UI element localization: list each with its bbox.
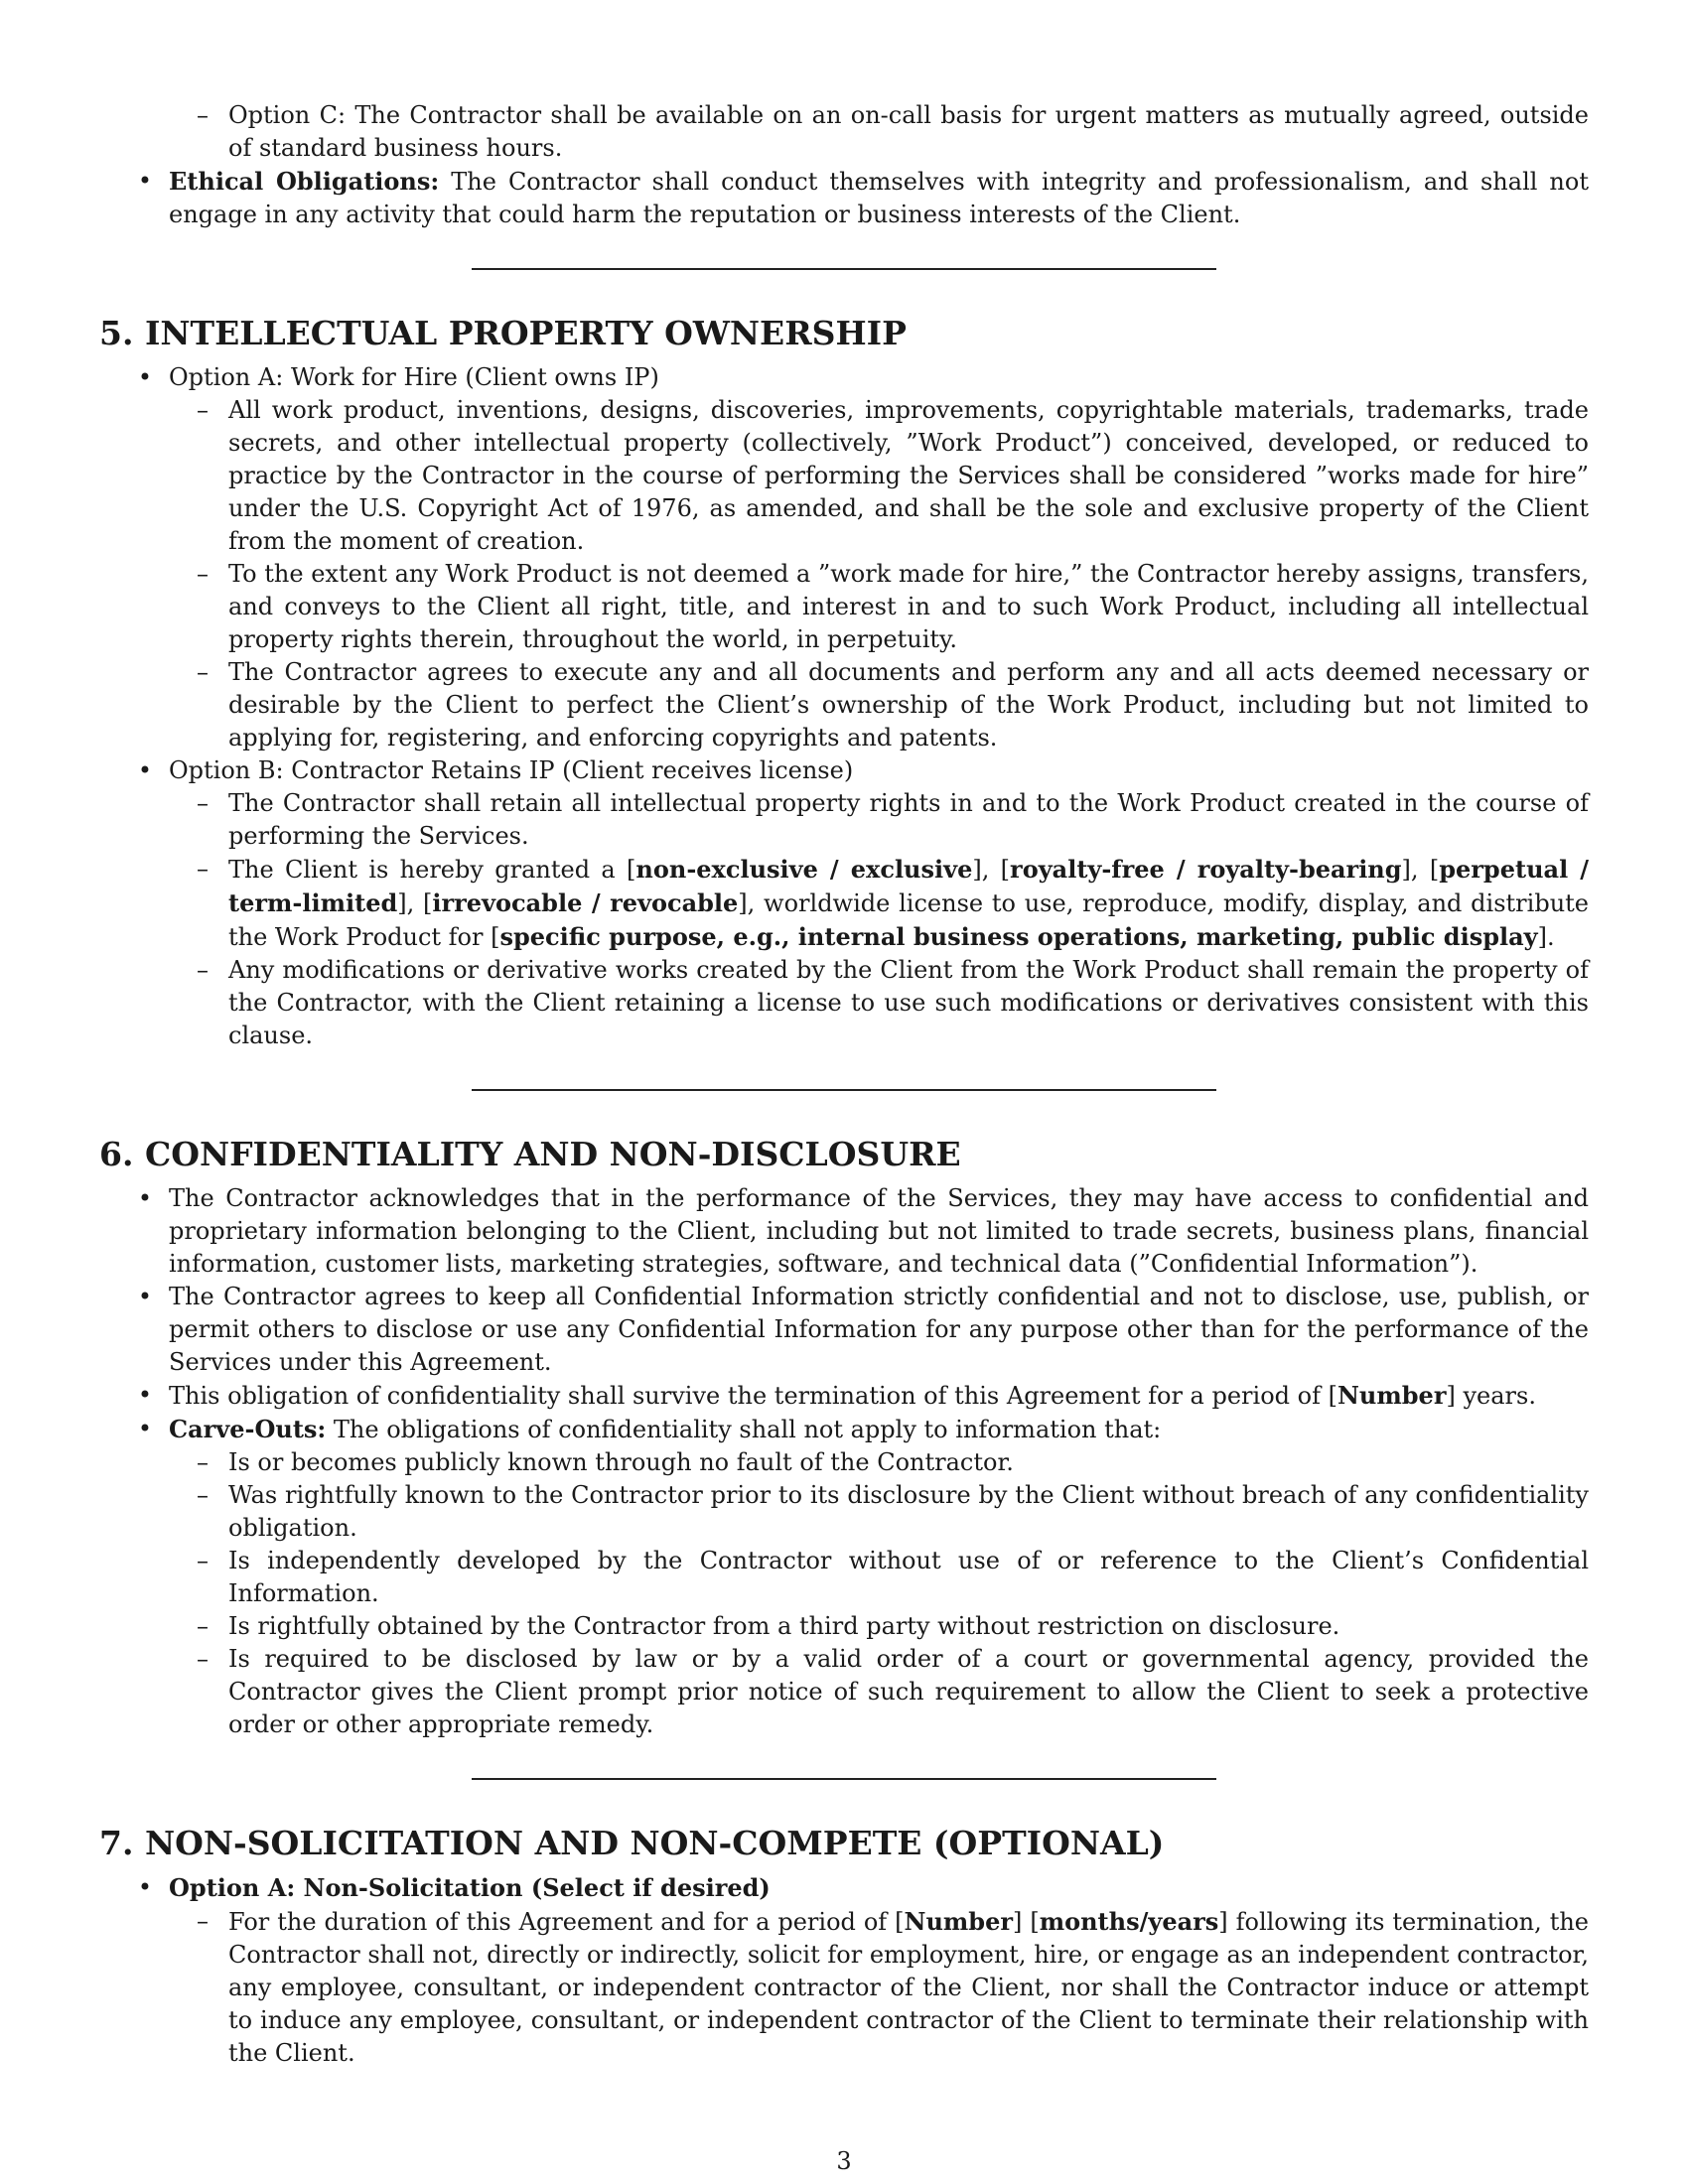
clause-text: ] following its termination, the Contractor shall not, directly or indirectly, solicit for employment, hire, or engage as an independent contractor, any employee, consultant, or independent contractor of the Client, nor shall the Contractor induce or attempt to induce any employee, consultant, or independent contractor of the Client to terminate their relationship with the Client. [228, 1908, 1589, 2067]
list-item [169, 1545, 1589, 1610]
clause-text: All work product, inventions, designs, discoveries, improvements, copyrightable materials, trademarks, trade secrets, and other intellectual property (collectively, ”Work Product”) conceived, developed, or reduced to practice by the Contractor in the course of performing the Services shall be considered ”works made for hire” under the U.S. Copyright Act of 1976, as amended, and shall be the sole and exclusive property of the Client from the moment of creation. [228, 396, 1589, 555]
list-item [99, 754, 1589, 1052]
list-item [169, 1610, 1589, 1643]
placeholder-option: royalty-free / royalty-bearing [1010, 855, 1402, 884]
license-clause [228, 856, 1589, 951]
placeholder-option: months/years [1039, 1907, 1219, 1936]
page-number: 3 [836, 2147, 852, 2175]
clause-text: ], worldwide license to use, reproduce, modify, display, and distribute the Work Product for [ [228, 889, 1589, 951]
section-divider [472, 268, 1216, 270]
bullet: • [137, 1283, 153, 1310]
clause-text: ]. [1537, 923, 1555, 951]
ethical-obligations-label: Ethical Obligations: [169, 167, 440, 196]
section-divider [472, 1778, 1216, 1780]
list-item [169, 787, 1589, 853]
bullet: • [137, 167, 153, 195]
bullet: • [137, 363, 153, 391]
list-item [99, 1871, 1589, 2070]
dash-bullet: – [197, 101, 209, 129]
clause-text: Is required to be disclosed by law or by a valid order of a court or governmental agency, provided the Contractor gives the Client prompt prior notice of such requirement to allow the Client to seek a protective order or other appropriate remedy. [228, 1645, 1589, 1738]
dash-bullet: – [197, 1547, 209, 1574]
clause-text: Is independently developed by the Contractor without use of or reference to the Client’s Confidential Information. [228, 1547, 1589, 1607]
clause-text: The Contractor shall retain all intellectual property rights in and to the Work Product created in the course of performing the Services. [228, 789, 1589, 850]
bullet: • [137, 1415, 153, 1442]
clause-text: ], [ [972, 856, 1011, 884]
list-item [169, 1905, 1589, 2070]
clause-text: ], [ [1401, 856, 1440, 884]
dash-bullet: – [197, 1448, 209, 1476]
bullet: • [137, 756, 153, 784]
placeholder-option: Number [904, 1907, 1013, 1936]
list-item [169, 558, 1589, 656]
section-4-continuation [99, 99, 1589, 231]
option-a-label: Option A: Work for Hire (Client owns IP) [169, 363, 659, 391]
clause-text: The Client is hereby granted a [ [228, 856, 636, 884]
section-5-heading: 5. INTELLECTUAL PROPERTY OWNERSHIP [99, 314, 907, 352]
clause-text: To the extent any Work Product is not deemed a ”work made for hire,” the Contractor hereby assigns, transfers, and conveys to the Client all right, title, and interest in and to such Work Product, including all intellectual property rights therein, throughout the world, in perpetuity. [228, 560, 1589, 653]
ethical-obligations-text: The Contractor shall conduct themselves with integrity and professionalism, and shall not engage in any activity that could harm the reputation or business interests of the Client. [169, 168, 1589, 228]
list-item [99, 1379, 1589, 1413]
document-page [99, 99, 1589, 2070]
clause-text: For the duration of this Agreement and for a period of [ [228, 1908, 905, 1936]
bullet: • [137, 1873, 153, 1901]
dash-bullet: – [197, 396, 209, 424]
list-item [169, 1479, 1589, 1545]
dash-bullet: – [197, 1612, 209, 1640]
option-a-label: Option A: Non-Solicitation (Select if desired) [169, 1873, 771, 1902]
section-6-list [99, 1182, 1589, 1741]
placeholder-option: specific purpose, e.g., internal business operations, marketing, public display [499, 922, 1538, 951]
section-6-heading: 6. CONFIDENTIALITY AND NON-DISCLOSURE [99, 1135, 961, 1173]
clause-text: The Contractor agrees to execute any and all documents and perform any and all acts deemed necessary or desirable by the Client to perfect the Client’s ownership of the Work Product, including but not limited to applying for, registering, and enforcing copyrights and patents. [228, 658, 1589, 751]
sub-list [169, 787, 1589, 1052]
sub-list [169, 394, 1589, 754]
list-item [169, 1643, 1589, 1741]
section-7-heading: 7. NON-SOLICITATION AND NON-COMPETE (OPTIONAL) [99, 1824, 1165, 1862]
option-b-label: Option B: Contractor Retains IP (Client receives license) [169, 756, 854, 784]
list-item [99, 1182, 1589, 1281]
carve-outs-label: Carve-Outs: [169, 1415, 327, 1443]
list-item [169, 1446, 1589, 1479]
dash-bullet: – [197, 855, 209, 883]
clause-text: The obligations of confidentiality shall not apply to information that: [326, 1416, 1162, 1443]
clause-text: The Contractor agrees to keep all Confidential Information strictly confidential and not to disclose, use, publish, or permit others to disclose or use any Confidential Information for any purpose other than for the performance of the Services under this Agreement. [169, 1283, 1589, 1376]
clause-text: ] [ [1013, 1908, 1040, 1936]
list-item [169, 99, 1589, 165]
clause-text: Is or becomes publicly known through no fault of the Contractor. [228, 1448, 1014, 1476]
clause-text: Is rightfully obtained by the Contractor from a third party without restriction on disclosure. [228, 1612, 1340, 1640]
clause-text: Was rightfully known to the Contractor prior to its disclosure by the Client without breach of any confidentiality obligation. [228, 1481, 1589, 1542]
clause-text: ] years. [1446, 1382, 1536, 1410]
dash-bullet: – [197, 956, 209, 984]
dash-bullet: – [197, 1645, 209, 1673]
sub-list [169, 99, 1589, 165]
list-item [169, 954, 1589, 1052]
list-item [99, 361, 1589, 754]
dash-bullet: – [197, 789, 209, 817]
option-c-text: Option C: The Contractor shall be available on an on-call basis for urgent matters as mutually agreed, outside of standard business hours. [228, 101, 1589, 162]
list-item [169, 394, 1589, 558]
section-5-list [99, 361, 1589, 1052]
placeholder-option: Number [1336, 1381, 1447, 1410]
bullet: • [137, 1381, 153, 1409]
placeholder-option: irrevocable / revocable [432, 888, 739, 917]
list-item [99, 1413, 1589, 1741]
sub-list [169, 1446, 1589, 1741]
list-item [99, 165, 1589, 231]
sub-list [169, 1905, 1589, 2070]
clause-text: The Contractor acknowledges that in the performance of the Services, they may have access to confidential and proprietary information belonging to the Client, including but not limited to trade secrets, business plans, financial information, customer lists, marketing strategies, software, and technical data (”Confidential Information”). [169, 1184, 1589, 1278]
clause-text: This obligation of confidentiality shall survive the termination of this Agreement for a period of [ [169, 1382, 1337, 1410]
non-solicitation-clause [228, 1908, 1589, 2067]
bullet: • [137, 1184, 153, 1212]
placeholder-option: perpetual / term-limited [228, 855, 1590, 917]
list-item [169, 656, 1589, 754]
clause-text: ], [ [397, 889, 433, 917]
placeholder-option: non-exclusive / exclusive [635, 855, 973, 884]
dash-bullet: – [197, 560, 209, 588]
clause-text: Any modifications or derivative works created by the Client from the Work Product shall remain the property of the Contractor, with the Client retaining a license to use such modifications or derivatives consistent with this clause. [228, 956, 1589, 1049]
list-item [169, 853, 1589, 954]
list-item [99, 99, 1589, 165]
dash-bullet: – [197, 1481, 209, 1509]
list-item [99, 1281, 1589, 1379]
dash-bullet: – [197, 1907, 209, 1935]
section-divider [472, 1089, 1216, 1091]
section-7-list [99, 1871, 1589, 2070]
dash-bullet: – [197, 658, 209, 686]
